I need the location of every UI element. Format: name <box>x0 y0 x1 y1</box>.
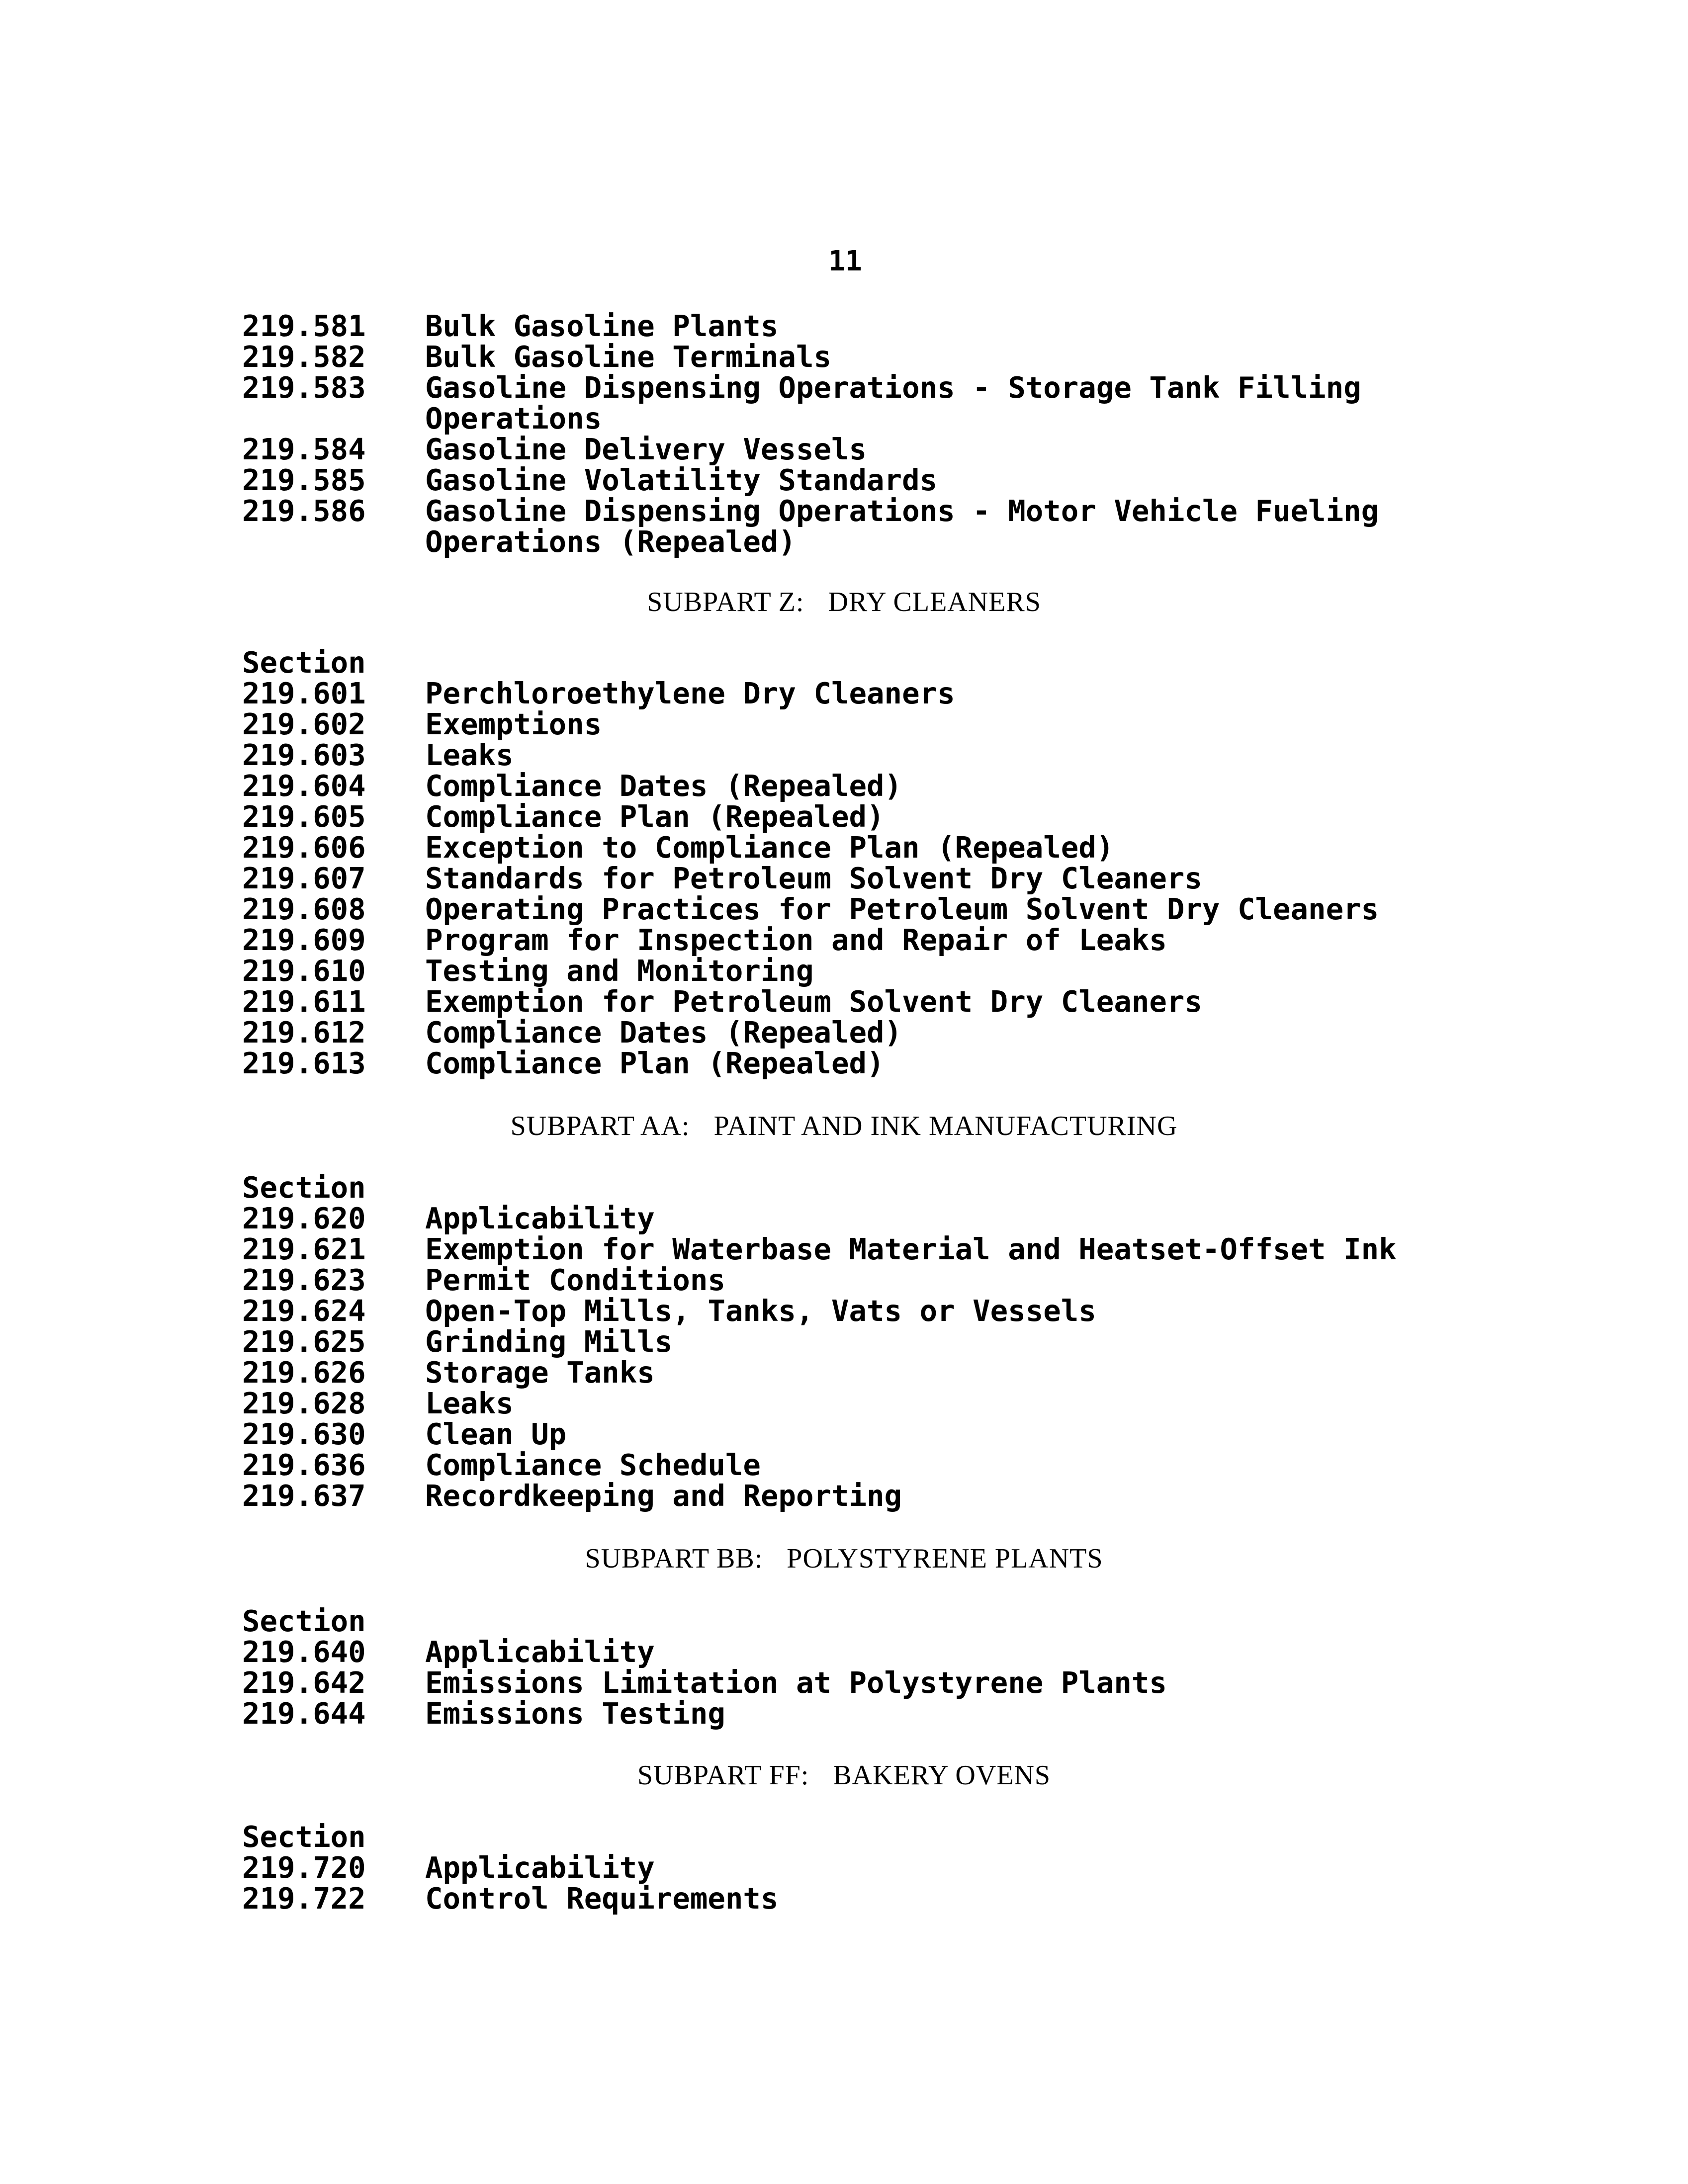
section-number: 219.612 <box>242 1015 366 1049</box>
toc-entry <box>242 740 1485 771</box>
toc-entry <box>242 986 1485 1017</box>
section-title: Exception to Compliance Plan (Repealed) <box>425 830 1114 865</box>
subpart-bb-entry-list <box>242 1606 1485 1729</box>
section-number: 219.584 <box>242 432 366 466</box>
subpart-heading <box>0 1111 1688 1141</box>
toc-entry <box>242 372 1485 434</box>
toc-entry <box>242 925 1485 956</box>
toc-entry <box>242 1265 1485 1296</box>
toc-entry <box>242 1048 1485 1079</box>
section-number: 219.610 <box>242 954 366 988</box>
section-number: 219.606 <box>242 830 366 865</box>
subpart-heading <box>0 1543 1688 1574</box>
subpart-prefix: SUBPART AA: <box>510 1111 690 1141</box>
toc-entry <box>242 311 1485 342</box>
section-title: Leaks <box>425 1386 514 1420</box>
section-number: 219.620 <box>242 1201 366 1235</box>
section-title: Emissions Testing <box>425 1696 725 1731</box>
toc-entry <box>242 832 1485 863</box>
section-title: Recordkeeping and Reporting <box>425 1479 902 1513</box>
toc-entry <box>242 342 1485 372</box>
section-title: Gasoline Dispensing Operations - Storage Tank Filling Operations <box>425 370 1361 436</box>
section-title: Control Requirements <box>425 1881 779 1916</box>
subpart-heading <box>0 1760 1688 1791</box>
section-column-label: Section <box>242 1820 366 1854</box>
section-title: Compliance Dates (Repealed) <box>425 769 902 803</box>
section-number: 219.624 <box>242 1294 366 1328</box>
section-number: 219.720 <box>242 1850 366 1885</box>
section-title: Perchloroethylene Dry Cleaners <box>425 676 955 710</box>
section-number: 219.583 <box>242 370 366 405</box>
section-title: Compliance Dates (Repealed) <box>425 1015 902 1049</box>
toc-entry <box>242 1852 1485 1883</box>
toc-entry <box>242 678 1485 709</box>
page-number: 11 <box>828 245 862 277</box>
section-title: Gasoline Dispensing Operations - Motor Vehicle Fueling Operations (Repealed) <box>425 494 1379 559</box>
section-number: 219.630 <box>242 1417 366 1451</box>
toc-entry <box>242 1326 1485 1357</box>
section-title: Exemption for Waterbase Material and Heatset-Offset Ink <box>425 1232 1397 1266</box>
subpart-name: PAINT AND INK MANUFACTURING <box>713 1111 1178 1141</box>
section-number: 219.613 <box>242 1046 366 1080</box>
section-number: 219.601 <box>242 676 366 710</box>
section-number: 219.607 <box>242 861 366 895</box>
section-number: 219.586 <box>242 494 366 528</box>
section-column-label: Section <box>242 645 366 680</box>
toc-entry <box>242 709 1485 740</box>
toc-entry <box>242 1481 1485 1511</box>
section-title: Exemptions <box>425 707 602 741</box>
subpart-prefix: SUBPART Z: <box>647 587 804 617</box>
toc-entry <box>242 1698 1485 1729</box>
section-title: Permit Conditions <box>425 1263 725 1297</box>
toc-entry <box>242 496 1485 557</box>
section-title: Compliance Schedule <box>425 1448 761 1482</box>
section-number: 219.642 <box>242 1665 366 1700</box>
section-title: Emissions Limitation at Polystyrene Plants <box>425 1665 1167 1700</box>
section-number: 219.623 <box>242 1263 366 1297</box>
section-title: Storage Tanks <box>425 1355 655 1390</box>
section-number: 219.626 <box>242 1355 366 1390</box>
subpart-ff-entry-list <box>242 1822 1485 1914</box>
section-number: 219.602 <box>242 707 366 741</box>
section-number: 219.722 <box>242 1881 366 1916</box>
section-number: 219.604 <box>242 769 366 803</box>
toc-entry <box>242 801 1485 832</box>
section-title: Compliance Plan (Repealed) <box>425 1046 885 1080</box>
toc-entry <box>242 1203 1485 1234</box>
subpart-name: DRY CLEANERS <box>828 587 1041 617</box>
section-number: 219.603 <box>242 738 366 772</box>
toc-entry <box>242 434 1485 465</box>
section-number: 219.640 <box>242 1635 366 1669</box>
section-title: Exemption for Petroleum Solvent Dry Cleaners <box>425 984 1202 1019</box>
section-title: Applicability <box>425 1635 655 1669</box>
subpart-name: BAKERY OVENS <box>833 1760 1051 1791</box>
section-title: Applicability <box>425 1850 655 1885</box>
section-title: Leaks <box>425 738 514 772</box>
section-title: Bulk Gasoline Terminals <box>425 340 831 374</box>
subpart-name: POLYSTYRENE PLANTS <box>787 1543 1103 1574</box>
section-number: 219.605 <box>242 799 366 834</box>
section-title: Open-Top Mills, Tanks, Vats or Vessels <box>425 1294 1096 1328</box>
section-number: 219.611 <box>242 984 366 1019</box>
section-column-label: Section <box>242 1170 366 1205</box>
section-title: Bulk Gasoline Plants <box>425 309 779 343</box>
subpart-aa-entry-list <box>242 1172 1485 1511</box>
section-number: 219.585 <box>242 463 366 497</box>
section-title: Gasoline Volatility Standards <box>425 463 938 497</box>
section-title: Standards for Petroleum Solvent Dry Cleaners <box>425 861 1202 895</box>
toc-entry <box>242 1017 1485 1048</box>
section-title: Applicability <box>425 1201 655 1235</box>
toc-entry <box>242 894 1485 925</box>
section-number: 219.581 <box>242 309 366 343</box>
section-number: 219.609 <box>242 923 366 957</box>
toc-entry <box>242 465 1485 496</box>
section-title: Program for Inspection and Repair of Leaks <box>425 923 1167 957</box>
section-number: 219.628 <box>242 1386 366 1420</box>
section-number: 219.621 <box>242 1232 366 1266</box>
section-number: 219.644 <box>242 1696 366 1731</box>
subpart-heading <box>0 587 1688 617</box>
section-title: Testing and Monitoring <box>425 954 814 988</box>
section-title: Gasoline Delivery Vessels <box>425 432 867 466</box>
toc-entry <box>242 1637 1485 1667</box>
subpart-prefix: SUBPART BB: <box>585 1543 763 1574</box>
toc-entry <box>242 1234 1485 1265</box>
section-number: 219.625 <box>242 1324 366 1359</box>
section-column-label: Section <box>242 1604 366 1638</box>
toc-entry <box>242 863 1485 894</box>
toc-entry <box>242 771 1485 801</box>
toc-entry <box>242 1388 1485 1419</box>
subpart-prefix: SUBPART FF: <box>637 1760 809 1791</box>
section-title: Grinding Mills <box>425 1324 673 1359</box>
toc-entry <box>242 1419 1485 1450</box>
toc-entry <box>242 1296 1485 1326</box>
section-number: 219.608 <box>242 892 366 926</box>
toc-entry <box>242 1450 1485 1481</box>
section-title: Clean Up <box>425 1417 567 1451</box>
toc-entry <box>242 956 1485 986</box>
section-title: Operating Practices for Petroleum Solvent Dry Cleaners <box>425 892 1379 926</box>
toc-entry <box>242 1357 1485 1388</box>
section-number: 219.637 <box>242 1479 366 1513</box>
toc-entry <box>242 1667 1485 1698</box>
subpart-z-entry-list <box>242 647 1485 1079</box>
section-title: Compliance Plan (Repealed) <box>425 799 885 834</box>
toc-entry <box>242 1883 1485 1914</box>
intro-entry-list <box>242 311 1485 557</box>
section-number: 219.636 <box>242 1448 366 1482</box>
section-number: 219.582 <box>242 340 366 374</box>
